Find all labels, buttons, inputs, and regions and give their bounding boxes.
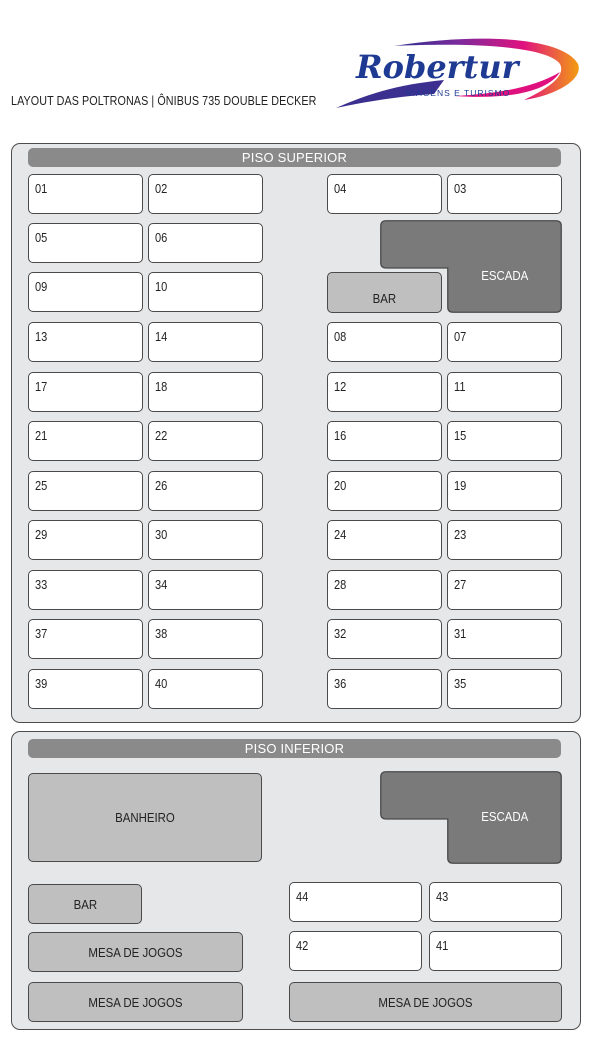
- seat[interactable]: 04: [327, 174, 442, 214]
- seat[interactable]: 16: [327, 421, 442, 461]
- upper-deck-title: PISO SUPERIOR: [28, 148, 561, 167]
- seat[interactable]: 43: [429, 882, 562, 922]
- seat[interactable]: 06: [148, 223, 263, 263]
- seat[interactable]: 38: [148, 619, 263, 659]
- seat[interactable]: 21: [28, 421, 143, 461]
- logo-tagline-text: VIAGENS E TURISMO: [406, 88, 511, 98]
- game-table: MESA DE JOGOS: [28, 982, 243, 1022]
- seat[interactable]: 23: [447, 520, 562, 560]
- lower-bar: BAR: [28, 884, 142, 924]
- seat[interactable]: 02: [148, 174, 263, 214]
- seat[interactable]: 26: [148, 471, 263, 511]
- seat[interactable]: 25: [28, 471, 143, 511]
- seat[interactable]: 12: [327, 372, 442, 412]
- seat[interactable]: 39: [28, 669, 143, 709]
- seat[interactable]: 09: [28, 272, 143, 312]
- seat[interactable]: 24: [327, 520, 442, 560]
- seat[interactable]: 28: [327, 570, 442, 610]
- seat[interactable]: 31: [447, 619, 562, 659]
- seat[interactable]: 44: [289, 882, 422, 922]
- logo-brand-text: Robertur: [356, 48, 519, 86]
- game-table: MESA DE JOGOS: [28, 932, 243, 972]
- seat[interactable]: 30: [148, 520, 263, 560]
- seat[interactable]: 42: [289, 931, 422, 971]
- lower-deck-title: PISO INFERIOR: [28, 739, 561, 758]
- seat[interactable]: 29: [28, 520, 143, 560]
- seat[interactable]: 01: [28, 174, 143, 214]
- seat[interactable]: 13: [28, 322, 143, 362]
- seat[interactable]: 37: [28, 619, 143, 659]
- seat[interactable]: 18: [148, 372, 263, 412]
- seat[interactable]: 17: [28, 372, 143, 412]
- robertur-logo: [334, 36, 584, 112]
- seat[interactable]: 05: [28, 223, 143, 263]
- seat[interactable]: 41: [429, 931, 562, 971]
- seat[interactable]: 07: [447, 322, 562, 362]
- seat[interactable]: 27: [447, 570, 562, 610]
- upper-bar: BAR: [327, 272, 442, 313]
- seat[interactable]: 35: [447, 669, 562, 709]
- seat[interactable]: 20: [327, 471, 442, 511]
- seat[interactable]: 34: [148, 570, 263, 610]
- seat[interactable]: 32: [327, 619, 442, 659]
- seat[interactable]: 19: [447, 471, 562, 511]
- game-table: MESA DE JOGOS: [289, 982, 562, 1022]
- seat[interactable]: 33: [28, 570, 143, 610]
- seat[interactable]: 11: [447, 372, 562, 412]
- upper-stairs-label: ESCADA: [480, 268, 529, 283]
- lower-stairs: [380, 771, 562, 864]
- seat[interactable]: 08: [327, 322, 442, 362]
- seat[interactable]: 10: [148, 272, 263, 312]
- seat[interactable]: 22: [148, 421, 263, 461]
- bathroom: BANHEIRO: [28, 773, 262, 862]
- seat[interactable]: 14: [148, 322, 263, 362]
- seat[interactable]: 03: [447, 174, 562, 214]
- lower-stairs-label: ESCADA: [480, 809, 529, 824]
- layout-title: LAYOUT DAS POLTRONAS | ÔNIBUS 735 DOUBLE DECKER: [11, 94, 317, 108]
- seat[interactable]: 15: [447, 421, 562, 461]
- seat[interactable]: 40: [148, 669, 263, 709]
- seat[interactable]: 36: [327, 669, 442, 709]
- logo-graphic: [334, 36, 584, 112]
